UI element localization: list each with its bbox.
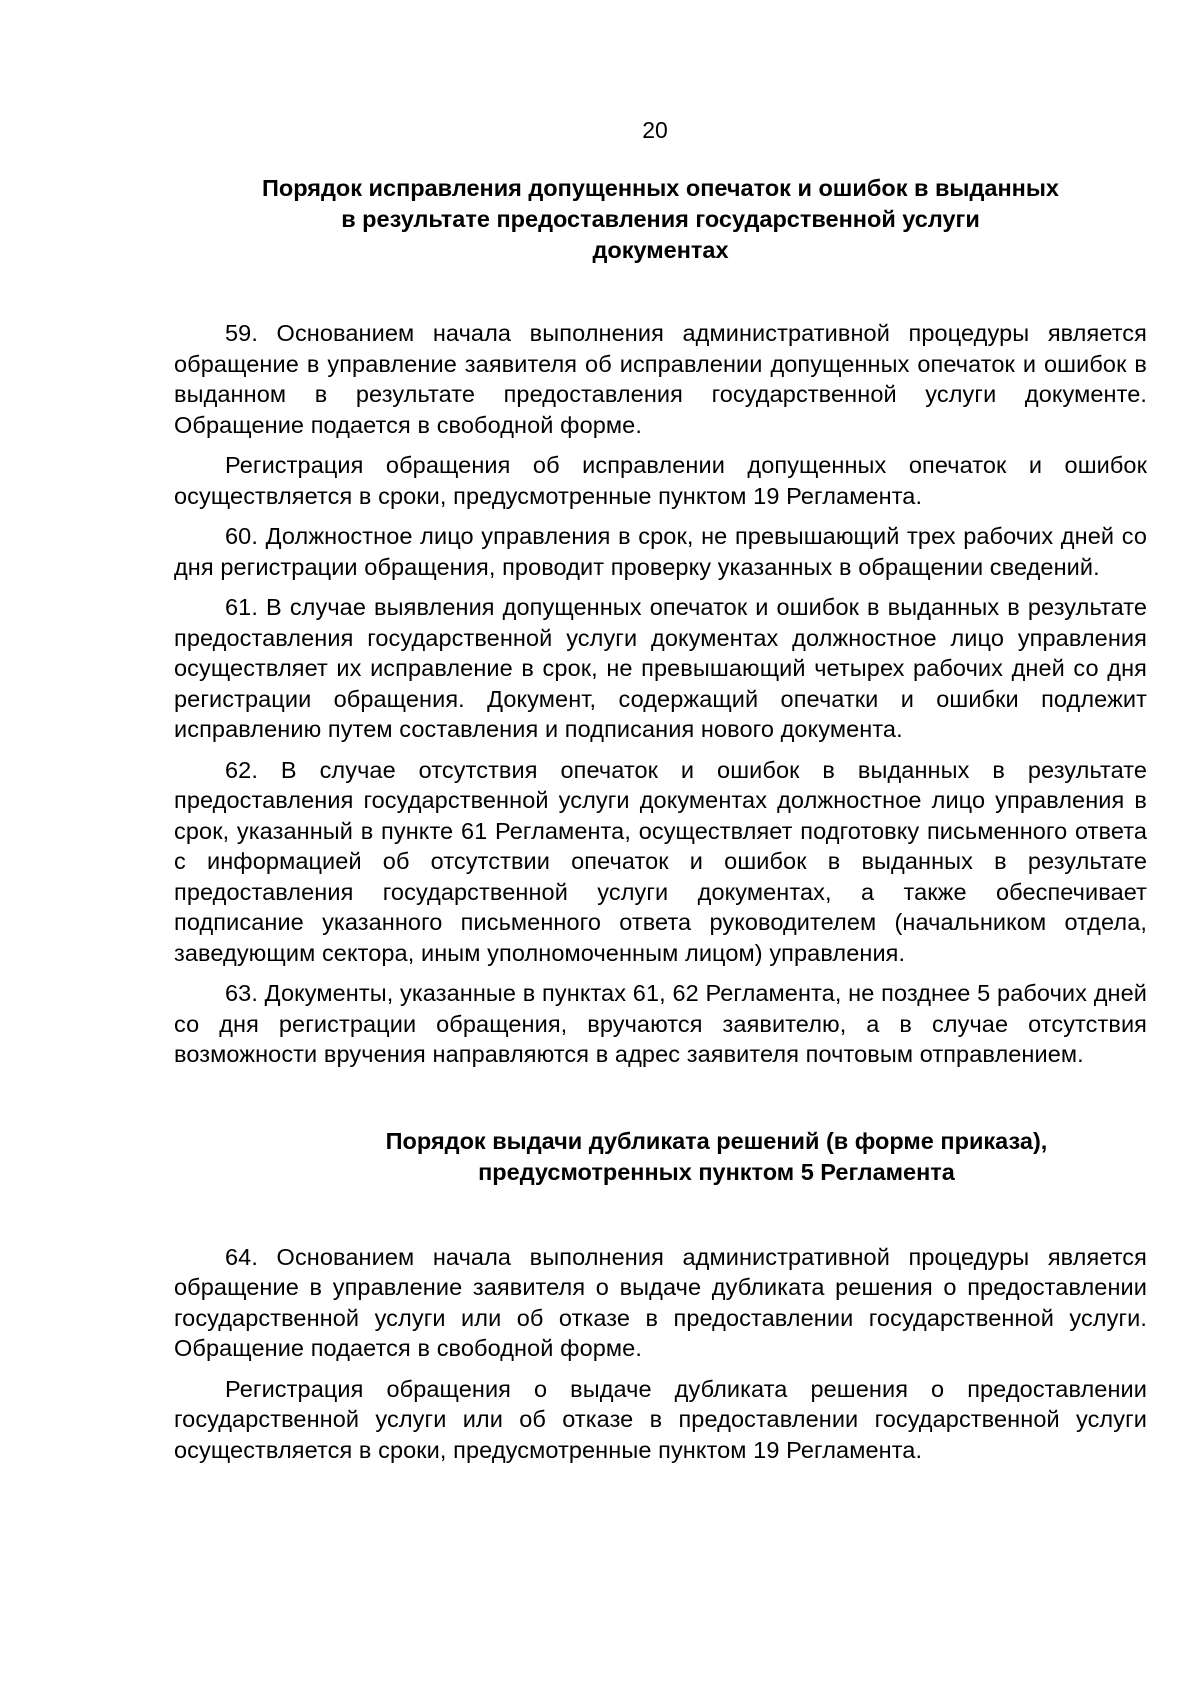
paragraph-59: 59. Основанием начала выполнения административной процедуры является обращение в управление заявителя об исправлении допущенных опечаток и ошибок в выданном в результате предоставления государственной услуги документе. Обращение подается в свободной форме. [174, 320, 1147, 438]
heading-line: Порядок выдачи дубликата решений (в форме приказа), [385, 1127, 1048, 1154]
paragraph-61: 61. В случае выявления допущенных опечаток и ошибок в выданных в результате предоставления государственной услуги документах должностное лицо управления осуществляет их исправление в срок, не превышающий четырех рабочих дней со дня регистрации обращения. Документ, содержащий опечатки и ошибки подлежит исправлению путем составления и подписания нового документа. [174, 594, 1147, 742]
paragraph-60: 60. Должностное лицо управления в срок, не превышающий трех рабочих дней со дня регистрации обращения, проводит проверку указанных в обращении сведений. [174, 523, 1147, 580]
section-heading-corrections [174, 173, 1147, 266]
document-body [174, 173, 1147, 1465]
paragraph-62: 62. В случае отсутствия опечаток и ошибок в выданных в результате предоставления государственной услуги документах должностное лицо управления в срок, указанный в пункте 61 Регламента, осуществляет подготовку письменного ответа с информацией об отсутствии опечаток и ошибок в выданных в результате предоставления государственной услуги документах, а также обеспечивает подписание указанного письменного ответа руководителем (начальником отдела, заведующим сектора, иным уполномоченным лицом) управления. [174, 756, 1147, 966]
paragraph-registration-corrections: Регистрация обращения об исправлении допущенных опечаток и ошибок осуществляется в сроки, предусмотренные пунктом 19 Регламента. [174, 452, 1147, 509]
heading-line: в результате предоставления государственной услуги [341, 206, 980, 232]
paragraph-registration-duplicate: Регистрация обращения о выдаче дубликата решения о предоставлении государственной услуги или об отказе в предоставлении государственной услуги осуществляется в сроки, предусмотренные пунктом 19 Регламента. [174, 1375, 1147, 1463]
heading-line: документах [592, 237, 729, 263]
paragraph-63: 63. Документы, указанные в пунктах 61, 62 Регламента, не позднее 5 рабочих дней со дня регистрации обращения, вручаются заявителю, а в случае отсутствия возможности вручения направляются в адрес заявителя почтовым отправлением. [174, 980, 1147, 1067]
heading-line: Порядок исправления допущенных опечаток и ошибок в выданных [261, 175, 1059, 201]
section-heading-duplicate [174, 1126, 1147, 1188]
page-number: 20 [642, 117, 668, 143]
paragraph-64: 64. Основанием начала выполнения административной процедуры является обращение в управление заявителя о выдаче дубликата решения о предоставлении государственной услуги или об отказе в предоставлении государственной услуги. Обращение подается в свободной форме. [174, 1243, 1147, 1361]
heading-line: предусмотренных пунктом 5 Регламента [478, 1158, 955, 1185]
